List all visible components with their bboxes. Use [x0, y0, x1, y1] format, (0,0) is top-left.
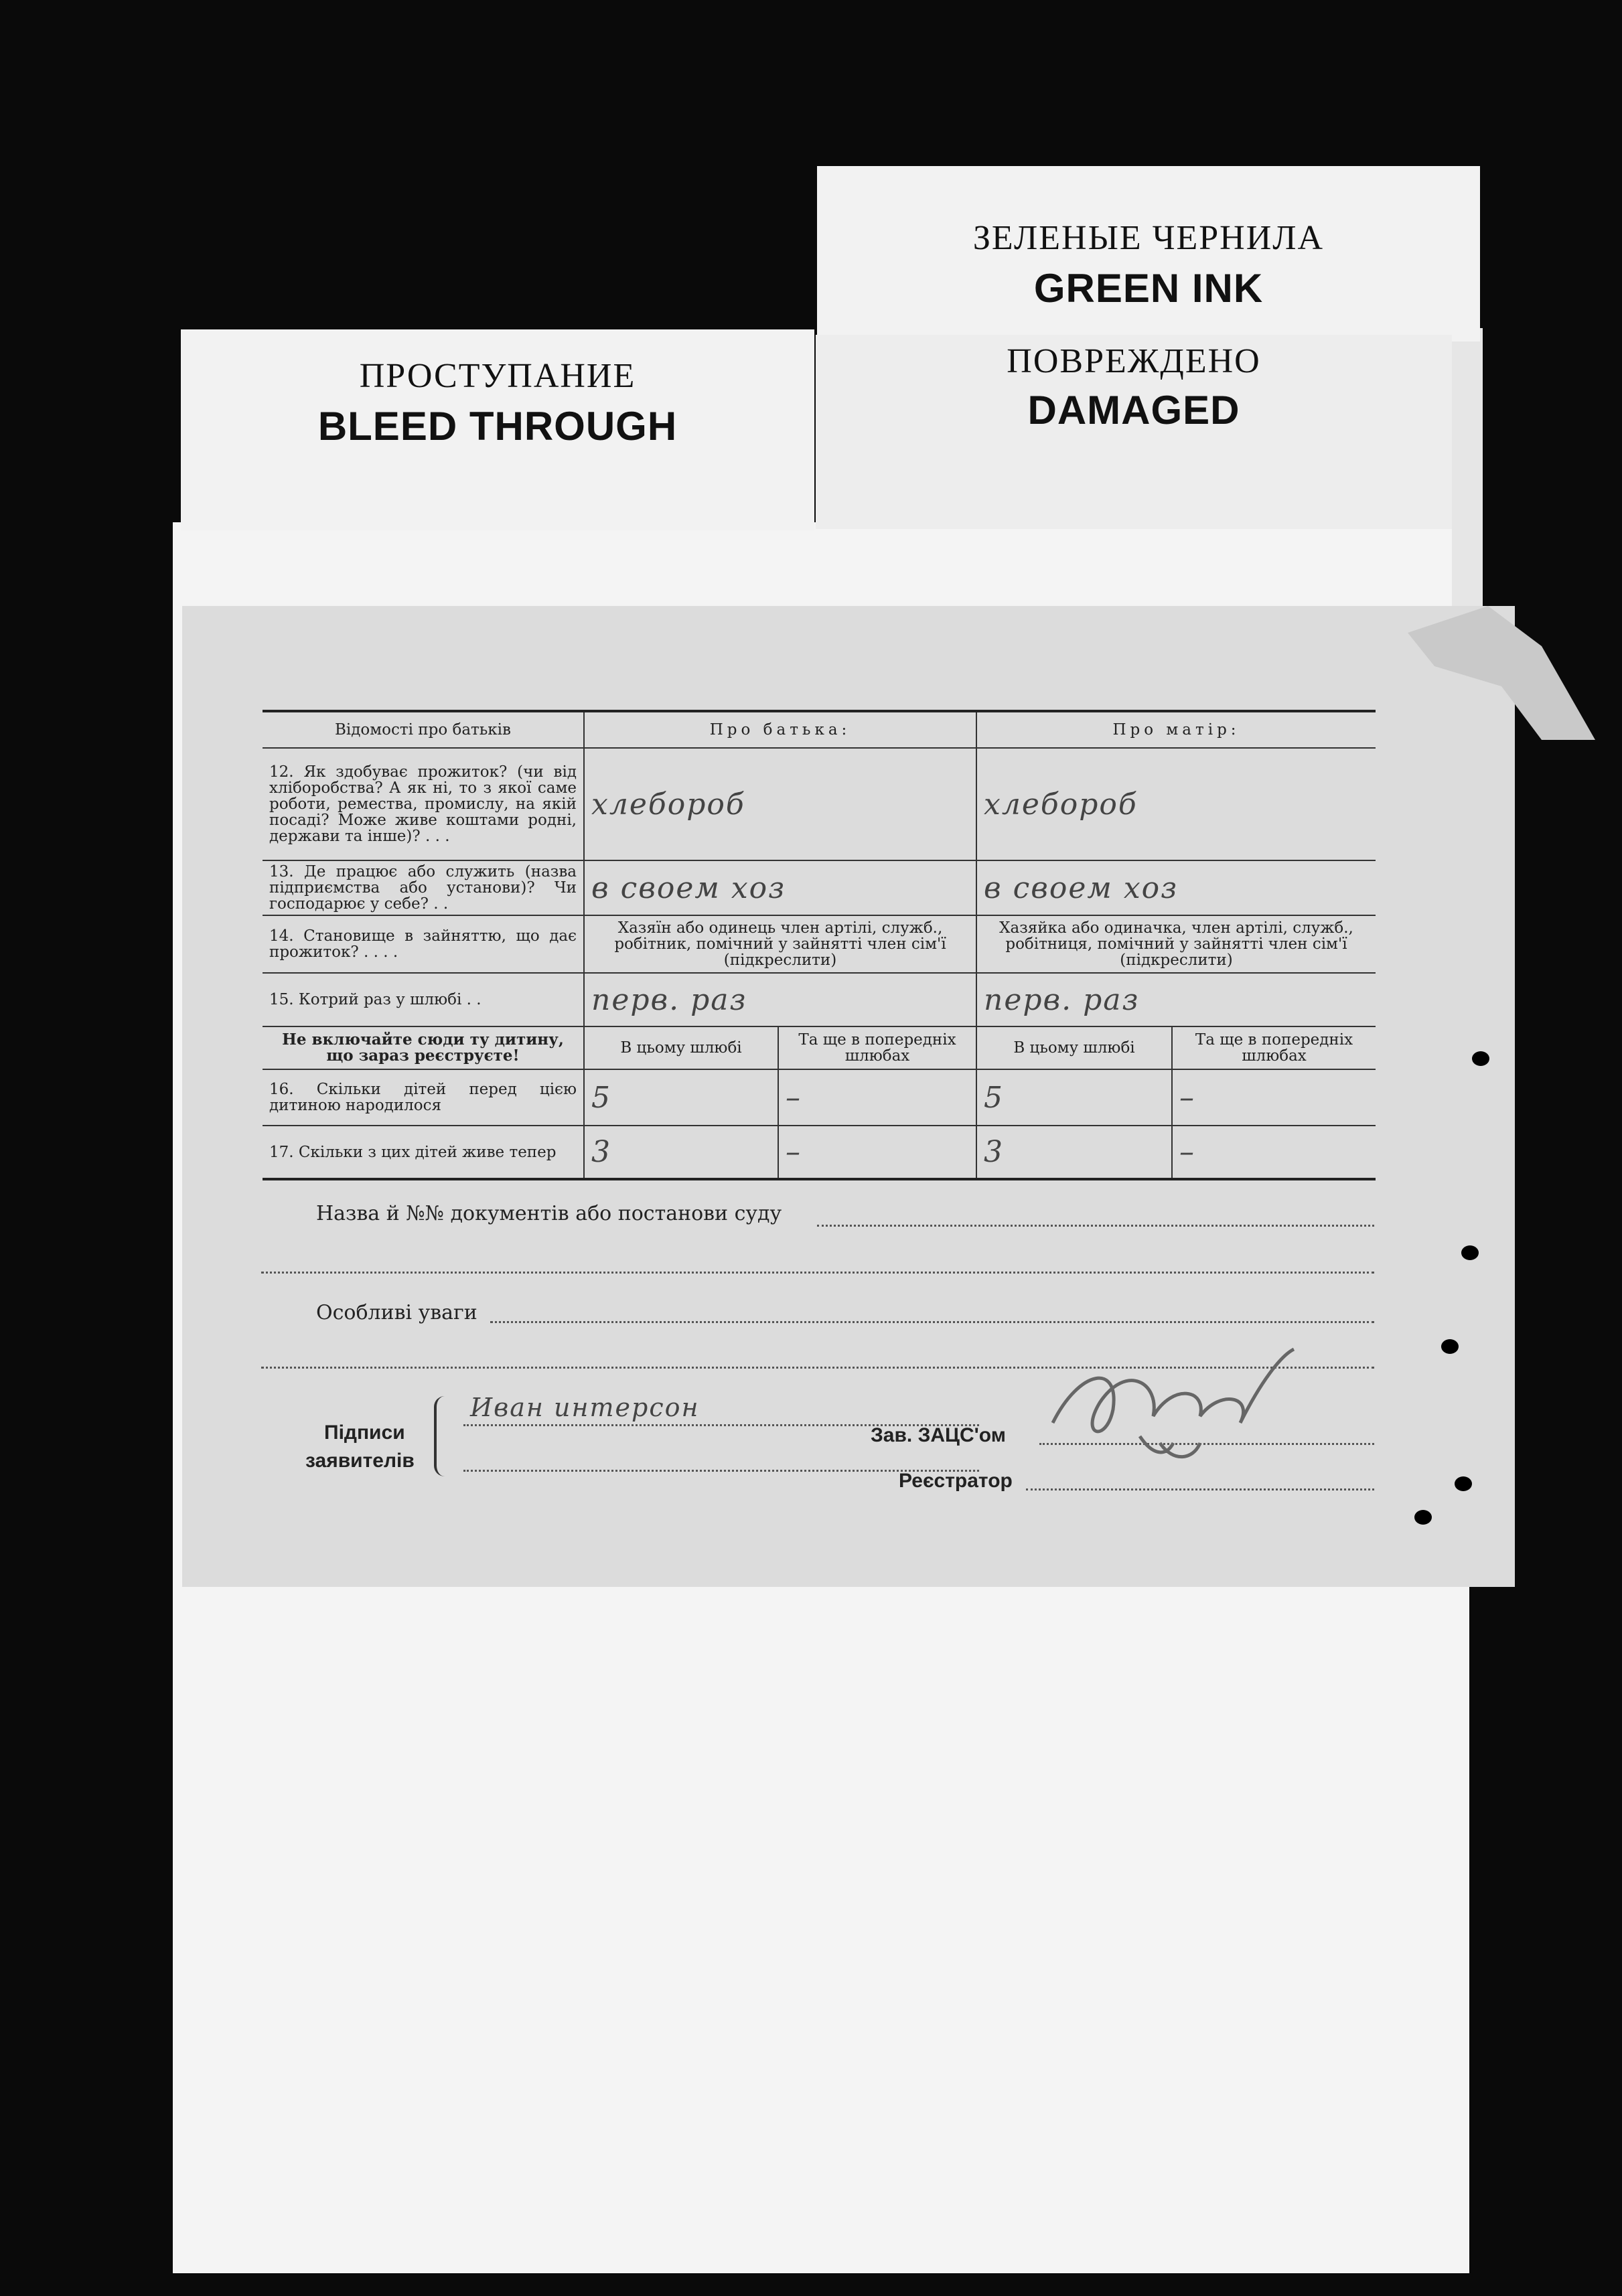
q16-father-this: 5: [584, 1069, 778, 1126]
q12-father: хлебороб: [584, 748, 976, 860]
header-father: Про батька:: [584, 711, 976, 748]
applicant-signature: Иван интерсон: [470, 1393, 700, 1422]
documents-line: [817, 1225, 1374, 1227]
q13-mother: в своем хоз: [976, 860, 1376, 915]
q14-label: 14. Становище в зайняттю, що дає прожиток? . . . .: [263, 915, 584, 973]
parents-table: [263, 710, 1376, 1180]
q15-father: перв. раз: [584, 973, 976, 1026]
head-label: Зав. ЗАЦС'ом: [871, 1424, 1006, 1446]
table-header-row: [263, 711, 1376, 748]
registrar-signature-line: [1026, 1488, 1374, 1490]
table-row: [263, 1069, 1376, 1126]
q16-mother-this: 5: [976, 1069, 1172, 1126]
bleed-through-label-card: [181, 329, 814, 530]
punch-hole: [1414, 1510, 1432, 1525]
torn-corner: [1408, 606, 1595, 740]
edge-strip: [1452, 328, 1483, 623]
header-label: Відомості про батьків: [263, 711, 584, 748]
table-row: [263, 1126, 1376, 1179]
remarks-line: [490, 1321, 1374, 1323]
q17-father-this: 3: [584, 1126, 778, 1179]
q14-mother: Хазяйка або одиначка, член артілі, служб., робітниця, помічний у зайнятті член сім'ї (підкреслити): [976, 915, 1376, 973]
q16-label: 16. Скільки дітей перед цією дитиною народилося: [263, 1069, 584, 1126]
q12-mother: хлебороб: [976, 748, 1376, 860]
bleed-through-label-en: BLEED THROUGH: [317, 404, 678, 449]
punch-hole: [1455, 1476, 1472, 1491]
q16-father-prev: –: [778, 1069, 976, 1126]
father-prev-marriages: Та ще в попередніх шлюбах: [778, 1026, 976, 1069]
q17-mother-this: 3: [976, 1126, 1172, 1179]
head-signature-mark: [1039, 1343, 1321, 1463]
green-ink-label-card: [817, 166, 1480, 341]
table-row: [263, 860, 1376, 915]
q15-label: 15. Котрий раз у шлюбі . .: [263, 973, 584, 1026]
q17-label: 17. Скільки з цих дітей живе тепер: [263, 1126, 584, 1179]
documents-label: Назва й №№ документів або постанови суду: [316, 1202, 782, 1225]
punch-hole: [1472, 1051, 1489, 1066]
signatures-label-1: Підписи: [324, 1422, 405, 1444]
registrar-label: Реєстратор: [899, 1470, 1013, 1492]
bleed-through-label-ru: ПРОСТУПАНИЕ: [359, 357, 636, 395]
q17-mother-prev: –: [1172, 1126, 1376, 1179]
table-row: [263, 973, 1376, 1026]
subheader-note: Не включайте сюди ту дитину, що зараз реєструєте!: [263, 1026, 584, 1069]
table-row: [263, 748, 1376, 860]
q13-label: 13. Де працює або служить (назва підприємства або установи)? Чи господарює у себе? . .: [263, 860, 584, 915]
header-mother: Про матір:: [976, 711, 1376, 748]
documents-line-2: [261, 1272, 1374, 1274]
green-ink-label-en: GREEN INK: [1033, 266, 1264, 311]
table-row: [263, 915, 1376, 973]
q14-father: Хазяїн або одинець член артілі, служб., робітник, помічний у зайнятті член сім'ї (підкреслити): [584, 915, 976, 973]
punch-hole: [1441, 1339, 1459, 1354]
q17-father-prev: –: [778, 1126, 976, 1179]
damaged-label-ru: ПОВРЕЖДЕНО: [1007, 342, 1261, 380]
green-ink-label-ru: ЗЕЛЕНЫЕ ЧЕРНИЛА: [972, 219, 1325, 257]
damaged-label-card: [816, 335, 1452, 529]
father-this-marriage: В цьому шлюбі: [584, 1026, 778, 1069]
punch-hole: [1461, 1245, 1479, 1260]
damaged-label-en: DAMAGED: [1027, 388, 1240, 433]
q15-mother: перв. раз: [976, 973, 1376, 1026]
q16-mother-prev: –: [1172, 1069, 1376, 1126]
mother-this-marriage: В цьому шлюбі: [976, 1026, 1172, 1069]
subheader-row: [263, 1026, 1376, 1069]
signatures-label-2: заявителів: [305, 1450, 415, 1472]
registration-form: [182, 606, 1515, 1587]
remarks-label: Особливі уваги: [316, 1301, 477, 1324]
signatures-brace: [434, 1396, 453, 1476]
q12-label: 12. Як здобуває прожиток? (чи від хліборобства? А як ні, то з якої саме роботи, ремества, промислу, на якій посаді? Може живе коштами родні, держави та інше)? . . .: [263, 748, 584, 860]
q13-father: в своем хоз: [584, 860, 976, 915]
mother-prev-marriages: Та ще в попередніх шлюбах: [1172, 1026, 1376, 1069]
